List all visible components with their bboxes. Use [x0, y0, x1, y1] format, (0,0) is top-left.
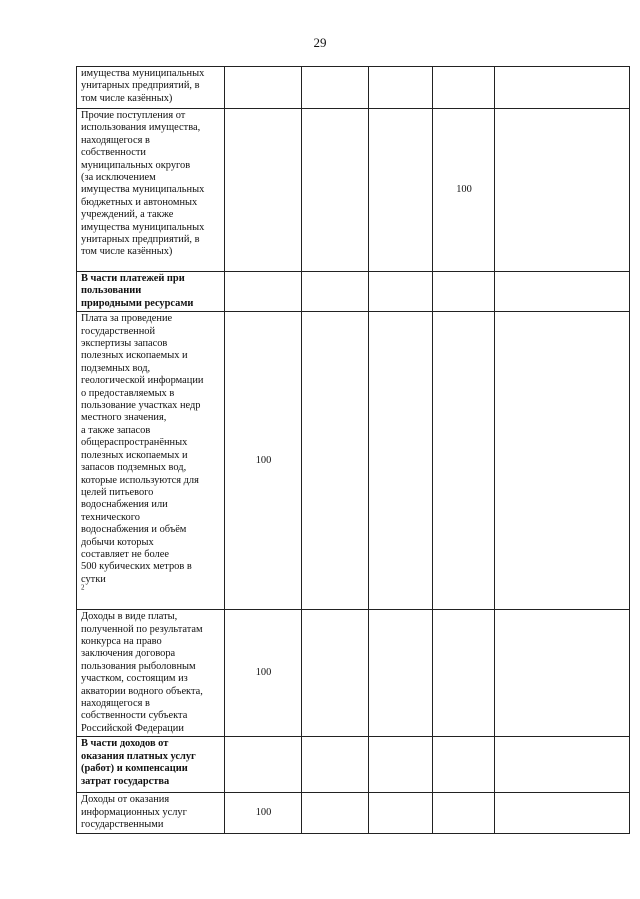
revenue-name-cell: Плата за проведение государственной экспертизы запасов полезных ископаемых и подземных вод, геологической информации о предоставляемых в пользование участках недр местного значения, а также запасов общераспространённых полезных ископаемых и запасов подземных вод, которые используются для целей питьевого водоснабжения или технического водоснабжения и объём добычи которых составляет не более 500 кубических метров в сутки $^2$ [77, 312, 225, 610]
value-cell [302, 67, 369, 109]
value-cell [369, 109, 433, 272]
value-cell: 100 [225, 312, 302, 610]
section-heading: В части доходов от оказания платных услуг (работ) и компенсации затрат государства [77, 737, 225, 793]
revenue-name-cell: Прочие поступления от использования имущества, находящегося в собственности муниципальных округов (за исключением имущества муниципальных бюджетных и автономных учреждений, а также имущества муниципальных унитарных предприятий, в том числе казённых) [77, 109, 225, 272]
footnote-marker: 2 [81, 583, 85, 592]
value-cell [302, 272, 369, 312]
value-cell [433, 67, 495, 109]
section-heading: В части платежей при пользовании природными ресурсами [77, 272, 225, 312]
revenue-name-cell: имущества муниципальных унитарных предприятий, в том числе казённых) [77, 67, 225, 109]
value-cell [302, 109, 369, 272]
value-cell [433, 272, 495, 312]
revenue-distribution-table [76, 66, 630, 834]
value-cell [433, 610, 495, 737]
value-cell [495, 312, 630, 610]
value-cell: 100 [225, 793, 302, 833]
value-cell: 100 [433, 109, 495, 272]
table-row [77, 793, 630, 833]
value-cell [225, 109, 302, 272]
table-row [77, 610, 630, 737]
value-cell [495, 109, 630, 272]
section-heading-row [77, 737, 630, 793]
value-cell [433, 737, 495, 793]
value-cell: 100 [225, 610, 302, 737]
value-cell [225, 737, 302, 793]
value-cell [225, 67, 302, 109]
value-cell [302, 737, 369, 793]
value-cell [302, 312, 369, 610]
section-heading-row [77, 272, 630, 312]
value-cell [495, 793, 630, 833]
value-cell [302, 610, 369, 737]
value-cell [433, 312, 495, 610]
value-cell [369, 312, 433, 610]
value-cell [302, 793, 369, 833]
value-cell [369, 793, 433, 833]
value-cell [433, 793, 495, 833]
table-row [77, 109, 630, 272]
revenue-name-cell: Доходы в виде платы, полученной по результатам конкурса на право заключения договора пользования рыболовным участком, состоящим из акватории водного объекта, находящегося в собственности субъекта Российской Федерации [77, 610, 225, 737]
value-cell [495, 737, 630, 793]
value-cell [495, 610, 630, 737]
value-cell [225, 272, 302, 312]
value-cell [495, 67, 630, 109]
revenue-name-cell: Доходы от оказания информационных услуг государственными [77, 793, 225, 833]
table-row [77, 67, 630, 109]
page-number: 29 [313, 35, 327, 50]
value-cell [495, 272, 630, 312]
value-cell [369, 610, 433, 737]
value-cell [369, 67, 433, 109]
table-row [77, 312, 630, 610]
value-cell [369, 272, 433, 312]
value-cell [369, 737, 433, 793]
